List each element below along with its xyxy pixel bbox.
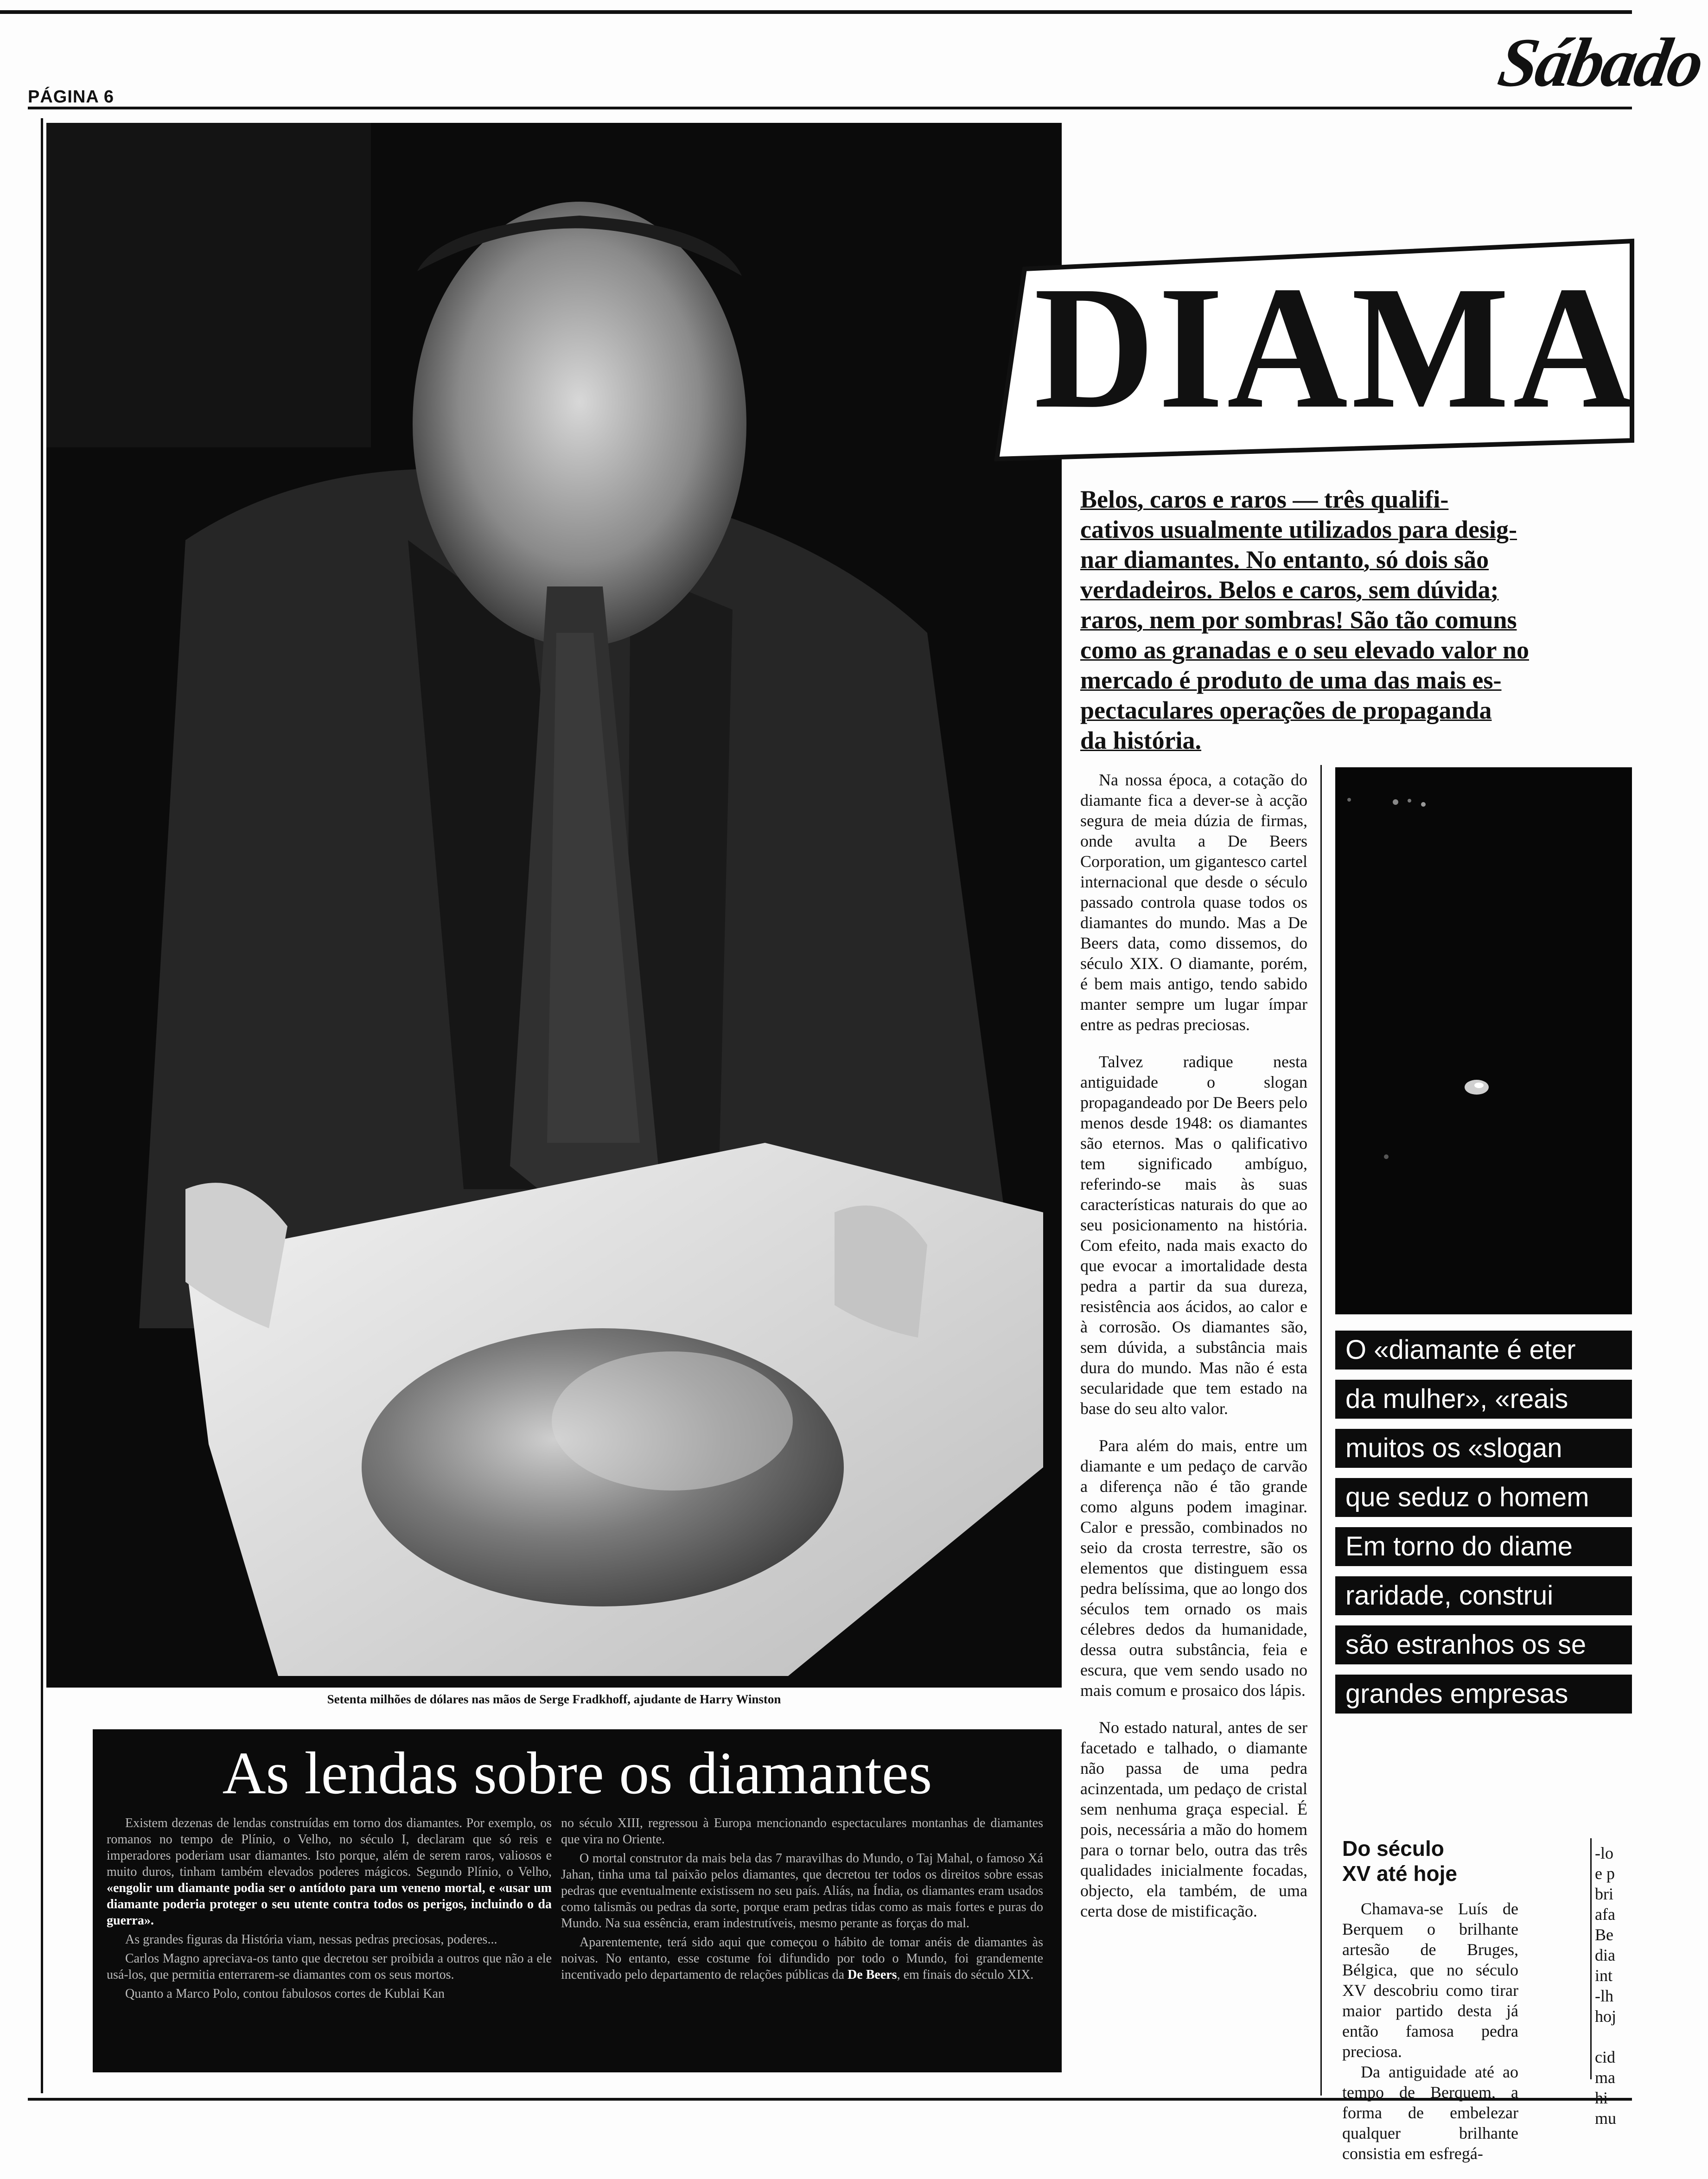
top-rule (0, 10, 1632, 14)
cut-line: ma (1595, 2068, 1615, 2087)
deck-line: como as granadas e o seu elevado valor no (1080, 636, 1529, 664)
legends-text: , em finais do século XIX. (897, 1968, 1034, 1982)
cut-line: mu (1595, 2109, 1617, 2128)
pull-quote-line: da mulher», «reais (1335, 1380, 1632, 1419)
pull-quote (1335, 1331, 1632, 1724)
deck-line: pectaculares operações de propaganda (1080, 696, 1492, 724)
deck-paragraph (1080, 484, 1553, 756)
second-photo (1335, 767, 1632, 1314)
pull-quote-line: raridade, construi (1335, 1576, 1632, 1615)
masthead-logo (1493, 24, 1708, 101)
headline: DIAMA (1034, 250, 1638, 445)
main-photo (46, 123, 1062, 1688)
cut-line (1595, 2026, 1632, 2047)
body-paragraph: Na nossa época, a cotação do diamante fica a dever-se à acção segura de meia dúzia de firmas, onde avulta a De Beers Corporation, um gigantesco cartel internacional que desde o século passado controla quase todos os diamantes do mundo. Mas a De Beers data, como dissemos, do século XIX. O diamante, porém, é bem mais antigo, tendo sabido manter sempre um lugar ímpar entre as pedras preciosas. (1080, 771, 1307, 1034)
cut-line: Be (1595, 1925, 1613, 1944)
body-paragraph: Para além do mais, entre um diamante e um pedaço de carvão a diferença não é tão grande como alguns podem imaginar. Calor e pressão, combinados no seio da crosta terrestre, são os elementos que distinguem essa pedra belíssima, que ao longo dos séculos tem ornado os mais célebres dedos da humanidade, dessa outra substância, feia e escura, que vem sendo usado no mais comum e prosaico dos lápis. (1080, 1436, 1307, 1700)
left-border (41, 118, 43, 2093)
cut-line: hi (1595, 2089, 1608, 2107)
deck-line: da história. (1080, 726, 1202, 754)
legends-bold-text: De Beers (848, 1968, 897, 1982)
photo-caption: Setenta milhões de dólares nas mãos de Serge Fradkhoff, ajudante de Harry Winston (327, 1692, 781, 1706)
deck-line: cativos usualmente utilizados para desig- (1080, 516, 1517, 543)
page-number: PÁGINA 6 (28, 87, 115, 107)
body-paragraph: No estado natural, antes de ser facetado e talhado, o diamante não passa de uma pedra acinzentada, um pedaço de cristal sem nenhuma graça especial. É pois, necessária a mão do homem para o tornar belo, outra das três qualidades inicialmente focadas, objecto, ela também, de uma certa dose de mistificação. (1080, 1718, 1307, 1920)
cut-line: afa (1595, 1905, 1615, 1924)
sidebar-divider (1590, 1838, 1592, 2079)
body-paragraph: Talvez radique nesta antiguidade o slogan propagandeado por De Beers pelo menos desde 1948: os diamantes são eternos. Mas o qalificativo tem significado ambíguo, referindo-se mais às suas características naturais do que ao seu posicionamento na história. Com efeito, nada mais exacto do que evocar a imortalidade desta pedra a partir da sua dureza, resistência aos ácidos, ao calor e à corrosão. Os diamantes são, sem dúvida, a substância mais dura do mundo. Mas não é esta secularidade que tem estado na base do seu alto valor. (1080, 1052, 1307, 1418)
deck-line: verdadeiros. Belos e caros, sem dúvida; (1080, 576, 1499, 604)
legends-text: Aparentemente, terá sido aqui que começou o hábito de tomar anéis de diamantes às noivas. No entanto, esse costume foi difundido por todo o Mundo, foi grandemente incentivado pelo departamento de relações públicas da (561, 1935, 1043, 1982)
pull-quote-line: são estranhos os se (1335, 1625, 1632, 1664)
legends-paragraph: O mortal construtor da mais bela das 7 maravilhas do Mundo, o Taj Mahal, o famoso Xá Jahan, tinha uma tal paixão pelos diamantes, que decretou ter todos os direitos sobre essas pedras que eventualmente existissem no seu país. Aliás, na Índia, os diamantes eram usados como talismãs ou pedras da sorte, porque eram pedras tidas como as mais fortes e puras do Mundo. Na sua essência, eram indestrutíveis, mesmo perante as forças do mal. (561, 1851, 1043, 1931)
cut-line: e p (1595, 1864, 1615, 1883)
legends-title: As lendas sobre os diamantes (222, 1740, 932, 1807)
deck-line: nar diamantes. No entanto, só dois são (1080, 546, 1489, 573)
pull-quote-line: Em torno do diame (1335, 1527, 1632, 1566)
pull-quote-line: que seduz o homem (1335, 1478, 1632, 1517)
deck-line: raros, nem por sombras! São tão comuns (1080, 606, 1517, 634)
body-column-3-cut (1595, 1843, 1632, 2128)
second-photo-illustration (1335, 767, 1632, 1314)
pull-quote-line: muitos os «slogan (1335, 1429, 1632, 1468)
legends-bold-text: «engolir um diamante podia ser o antídoto para um veneno mortal, e «usar um diamante poderia proteger o seu utente contra todos os perigos, incluindo o da guerra». (107, 1881, 552, 1928)
legends-column-2 (561, 1815, 1043, 1986)
section-subhead: Do século XV até hoje (1342, 1836, 1457, 1886)
cut-line: int (1595, 1966, 1613, 1985)
legends-column-1 (107, 1815, 552, 2005)
pull-quote-line: O «diamante é eter (1335, 1331, 1632, 1370)
masthead-text: Sábado (1493, 24, 1708, 101)
cut-line: -lh (1595, 1987, 1613, 2005)
legends-paragraph: Quanto a Marco Polo, contou fabulosos cortes de Kublai Kan (125, 1987, 445, 2001)
cut-line: bri (1595, 1885, 1613, 1903)
legends-paragraph (107, 1815, 552, 1929)
legends-paragraph: As grandes figuras da História viam, nessas pedras preciosas, poderes... (125, 1932, 497, 1947)
cut-line: cid (1595, 2048, 1615, 2066)
header-rule (28, 107, 1632, 109)
legends-box (93, 1729, 1062, 2072)
deck-line: Belos, caros e raros — três qualifi- (1080, 485, 1449, 513)
body-column-2 (1342, 1899, 1518, 2164)
deck-line: mercado é produto de uma das mais es- (1080, 666, 1502, 694)
body-paragraph: Da antiguidade até ao tempo de Berquem, a forma de embelezar qualquer brilhante consistia em esfregá- (1342, 2063, 1518, 2163)
legends-paragraph (561, 1934, 1043, 1983)
photo-illustration (46, 123, 1062, 1688)
legends-paragraph: Carlos Magno apreciava-os tanto que decretou ser proibida a outros que não a ele usá-los, que permitia enterrarem-se diamantes com os seus mortos. (107, 1951, 552, 1982)
pull-quote-line: grandes empresas (1335, 1675, 1632, 1714)
column-rule (1320, 765, 1322, 2096)
cut-line: dia (1595, 1946, 1615, 1964)
cut-line: hoj (1595, 2007, 1617, 2026)
legends-paragraph: no século XIII, regressou à Europa mencionando espectaculares montanhas de diamantes que vira no Oriente. (561, 1816, 1043, 1847)
body-column-1 (1080, 770, 1307, 1938)
legends-text: Existem dezenas de lendas construídas em torno dos diamantes. Por exemplo, os romanos no tempo de Plínio, o Velho, no século I, declaram que só reis e imperadores poderiam usar diamantes. Isto porque, além de serem raros, valiosos e muito duros, tinham também elevados poderes mágicos. Segundo Plínio, o Velho, (107, 1816, 552, 1879)
body-paragraph: Chamava-se Luís de Berquem o brilhante artesão de Bruges, Bélgica, que no século XV descobriu como tirar maior partido desta já então famosa pedra preciosa. (1342, 1899, 1518, 2061)
cut-line: -lo (1595, 1844, 1613, 1862)
